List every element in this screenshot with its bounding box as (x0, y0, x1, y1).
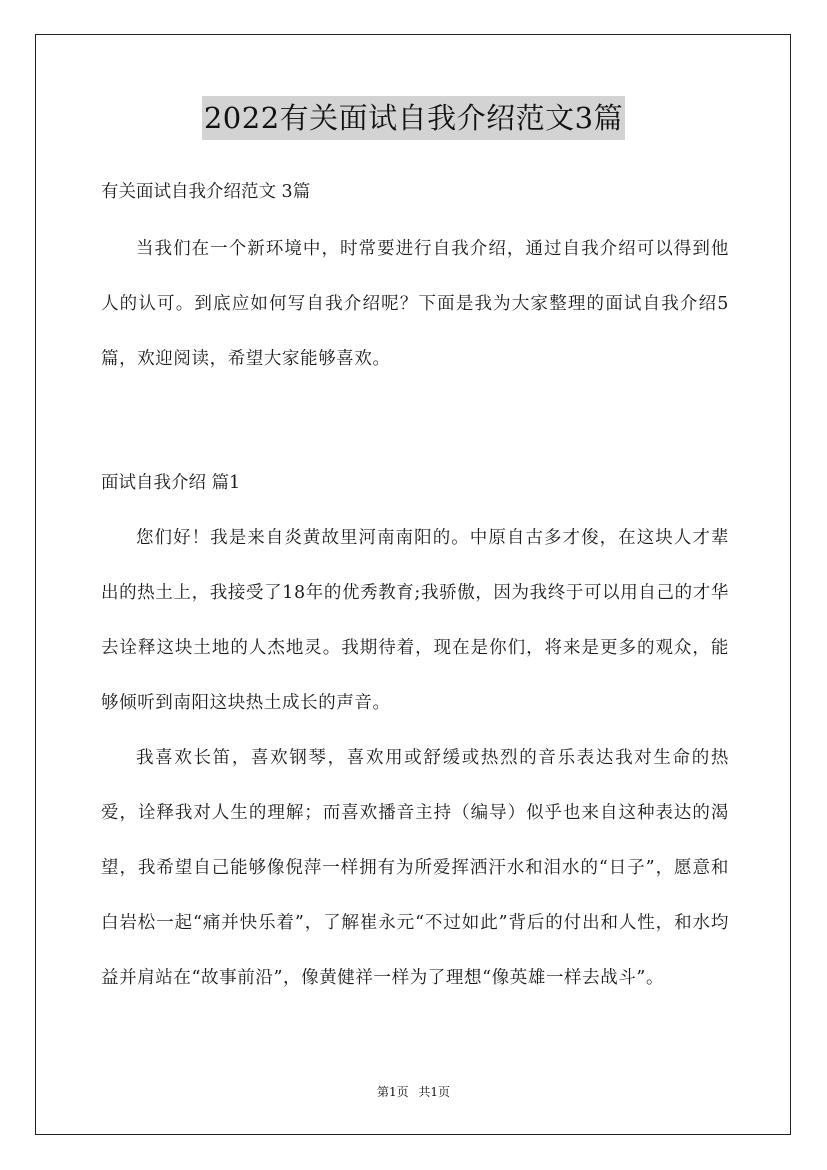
document-subtitle: 有关面试自我介绍范文 3篇 (101, 182, 311, 202)
body-paragraph: 我喜欢长笛，喜欢钢琴，喜欢用或舒缓或热烈的音乐表达我对生命的热爱，诠释我对人生的理解；而喜欢播音主持（编导）似乎也来自这种表达的渴望，我希望自己能够像倪萍一样拥有为所爱挥洒汗水和泪水的“日子”，愿意和白岩松一起“痛并快乐着”，了解崔永元“不过如此”背后的付出和人性，和水均益并肩站在“故事前沿”，像黄健祥一样为了理想“像英雄一样去战斗”。 (101, 748, 729, 988)
page-number-current: 第1页 (376, 1085, 409, 1099)
document-title: 2022有关面试自我介绍范文3篇 (202, 96, 625, 140)
intro-paragraph: 当我们在一个新环境中，时常要进行自我介绍，通过自我介绍可以得到他人的认可。到底应如何写自我介绍呢？下面是我为大家整理的面试自我介绍5篇，欢迎阅读，希望大家能够喜欢。 (101, 239, 729, 369)
section-heading: 面试自我介绍 篇1 (101, 473, 241, 493)
body-paragraph: 您们好！我是来自炎黄故里河南南阳的。中原自古多才俊，在这块人才辈出的热土上，我接受了18年的优秀教育;我骄傲，因为我终于可以用自己的才华去诠释这块土地的人杰地灵。我期待着，现在是你们，将来是更多的观众，能够倾听到南阳这块热土成长的声音。 (101, 528, 729, 713)
title-container (0, 96, 827, 140)
page-number-total: 共1页 (418, 1085, 451, 1099)
page-footer (0, 1083, 827, 1100)
document-body (101, 176, 729, 1006)
